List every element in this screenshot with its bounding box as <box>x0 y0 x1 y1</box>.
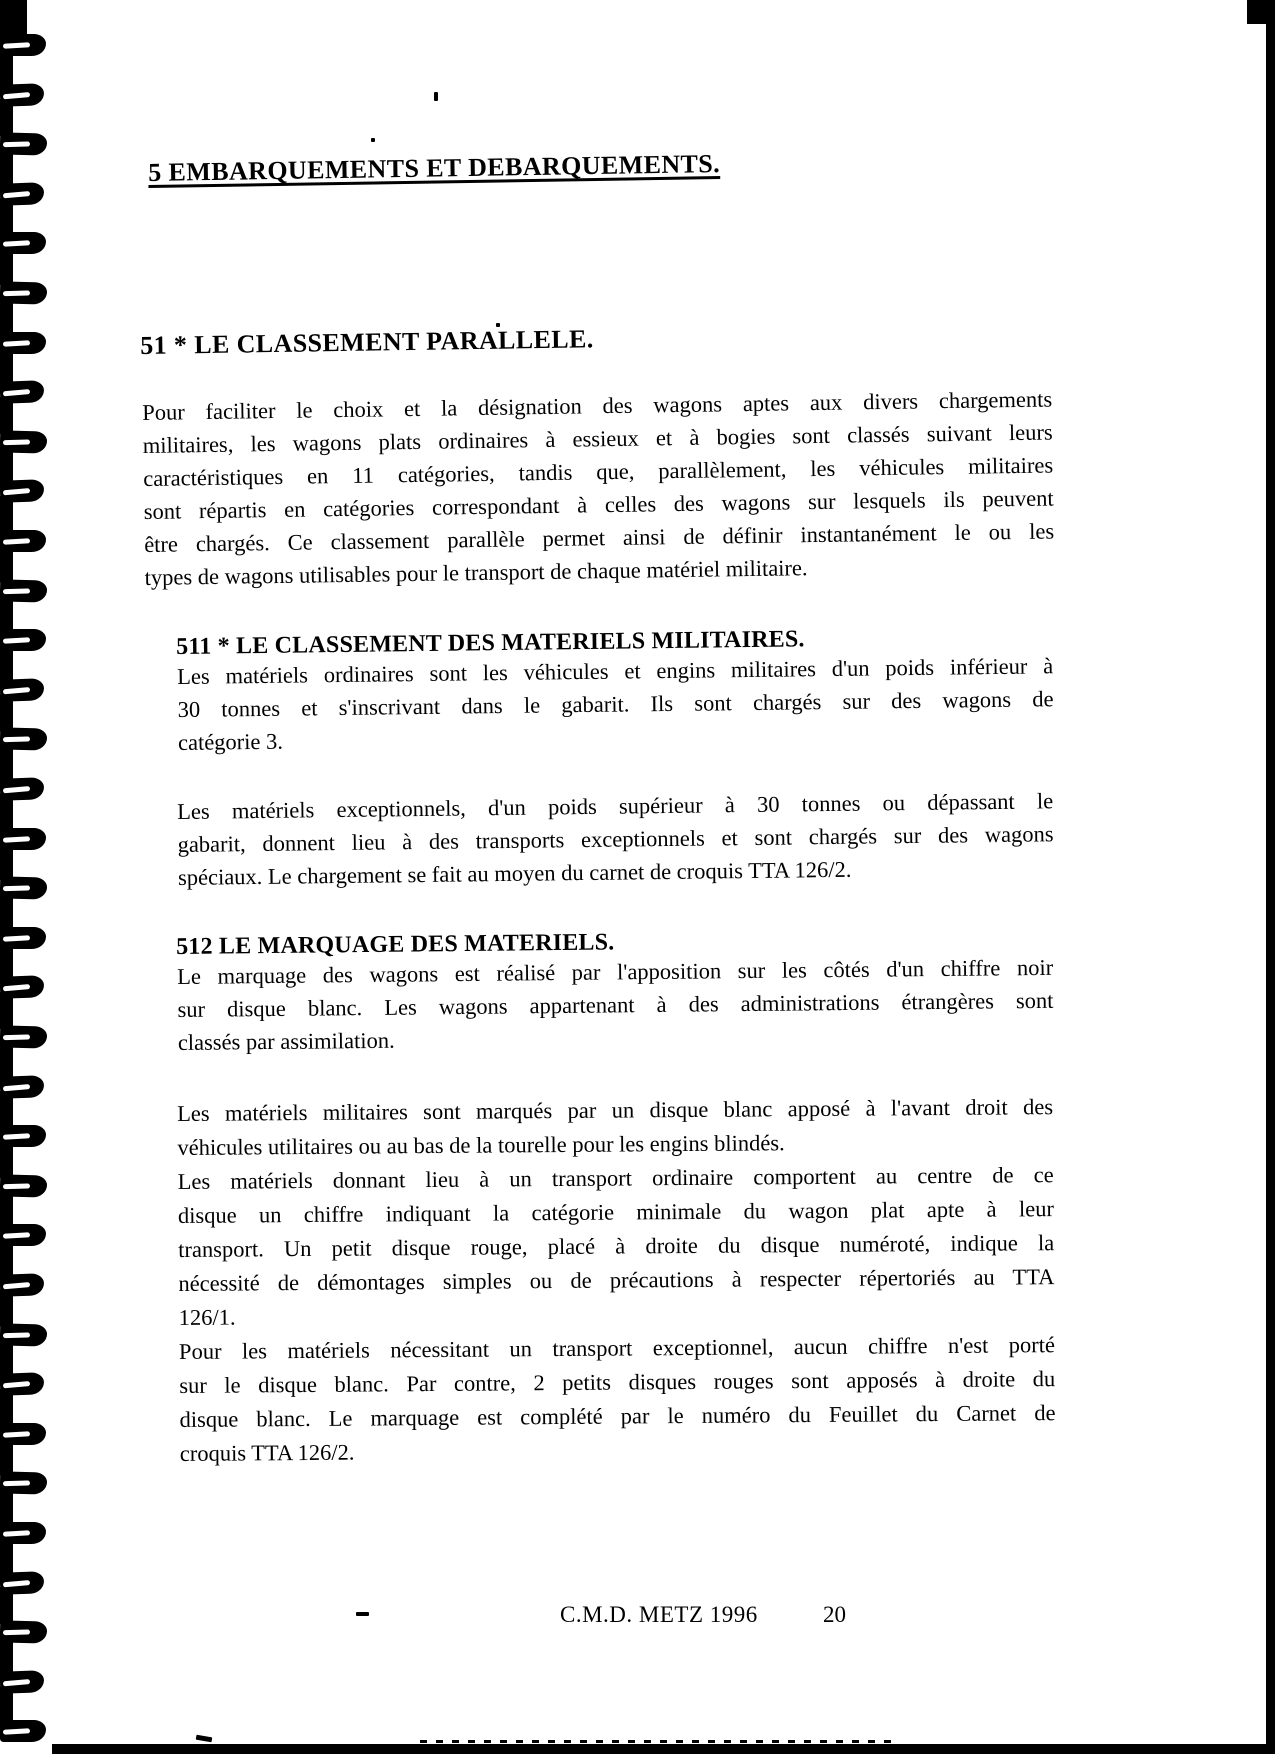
binding-ring-icon <box>0 83 44 107</box>
text-line: croquis TTA 126/2. <box>179 1439 355 1466</box>
text-line: caractéristiques en 11 catégories, tandis que, parallèlement, les véhicules militaires <box>143 452 1054 491</box>
footer-page-number: 20 <box>823 1602 846 1627</box>
text-line: Les matériels exceptionnels, d'un poids supérieur à 30 tonnes ou dépassant le <box>177 788 1054 824</box>
text-line: être chargés. Ce classement parallèle permet ainsi de définir instantanément le ou les <box>144 518 1055 557</box>
binding-ring-icon <box>0 232 46 254</box>
binding-ring-icon <box>0 579 47 602</box>
section-51-heading: 51 * LE CLASSEMENT PARALLELE. <box>140 324 594 360</box>
text-line: 30 tonnes et s'inscrivant dans le gabarit. Ils sont chargés sur des wagons de <box>177 686 1054 722</box>
text-line: Pour les matériels nécessitant un transport exceptionnel, aucun chiffre n'est porté <box>178 1332 1056 1364</box>
binding-ring-icon <box>0 1323 47 1346</box>
text-line: Les matériels ordinaires sont les véhicules et engins militaires d'un poids inférieur à <box>177 653 1054 689</box>
binding-ring-icon <box>0 1720 46 1742</box>
text-line: classés par assimilation. <box>177 1027 395 1055</box>
page-title: 5 EMBARQUEMENTS ET DEBARQUEMENTS. <box>148 149 721 187</box>
binding-ring-icon <box>0 332 46 354</box>
binding-ring-icon <box>0 728 47 751</box>
binding-ring-icon <box>0 1472 47 1495</box>
scan-speck <box>434 92 438 101</box>
section-512-heading: 512 LE MARQUAGE DES MATERIELS. <box>176 929 615 960</box>
scan-corner-top-right <box>1247 0 1275 24</box>
text-line: disque un chiffre indiquant la catégorie minimale du wagon plat apte à leur <box>177 1196 1055 1228</box>
text-line: sont répartis en catégories correspondant à celles des wagons sur lesquels ils peuvent <box>143 485 1054 524</box>
binding-ring-icon <box>0 777 44 801</box>
scan-speck <box>371 138 375 142</box>
spiral-binding <box>0 0 60 1754</box>
text-line: Le marquage des wagons est réalisé par l'apposition sur les côtés d'un chiffre noir <box>177 954 1054 989</box>
binding-ring-icon <box>0 1423 46 1445</box>
binding-ring-icon <box>0 1273 44 1297</box>
text-line: Les matériels donnant lieu à un transport ordinaire comportent au centre de ce <box>177 1162 1054 1194</box>
binding-ring-icon <box>0 927 46 949</box>
binding-ring-icon <box>0 380 44 404</box>
section-512-paragraph-1 <box>177 951 1054 1059</box>
text-line: nécessité de démontages simples ou de précautions à respecter répertoriés au TTA <box>178 1264 1055 1296</box>
text-line: sur le disque blanc. Par contre, 2 petits disques rouges sont apposés à droite du <box>179 1366 1056 1398</box>
scan-dotted-line <box>420 1740 900 1743</box>
text-line: catégorie 3. <box>177 728 284 755</box>
page-footer <box>0 1601 1275 1631</box>
text-line: 126/1. <box>178 1304 236 1330</box>
binding-ring-icon <box>0 1224 46 1246</box>
section-511-paragraph-2 <box>177 784 1054 894</box>
binding-ring-icon <box>0 1670 44 1694</box>
scan-corner-top-left <box>0 0 27 36</box>
binding-ring-icon <box>0 1174 47 1197</box>
section-511-paragraph-1 <box>177 649 1054 759</box>
text-line: Pour faciliter le choix et la désignation des wagons aptes aux divers chargements <box>142 386 1053 425</box>
binding-ring-icon <box>0 1025 47 1048</box>
binding-ring-icon <box>0 877 47 900</box>
binding-ring-icon <box>0 976 44 1000</box>
binding-ring-icon <box>0 1372 44 1396</box>
text-line: gabarit, donnent lieu à des transports exceptionnels et sont chargés sur des wagons <box>177 821 1054 857</box>
scan-tick <box>196 1735 213 1743</box>
binding-ring-icon <box>0 828 46 850</box>
binding-ring-icon <box>0 430 47 453</box>
binding-ring-icon <box>0 281 47 304</box>
scan-edge-bottom <box>52 1744 1275 1754</box>
section-511-heading: 511 * LE CLASSEMENT DES MATERIELS MILITAIRES. <box>176 626 805 660</box>
text-line: transport. Un petit disque rouge, placé à droite du disque numéroté, indique la <box>178 1230 1055 1262</box>
binding-ring-icon <box>0 1571 44 1595</box>
text-line: véhicules utilitaires ou au bas de la tourelle pour les engins blindés. <box>177 1130 785 1160</box>
binding-ring-icon <box>0 530 46 552</box>
text-line: militaires, les wagons plats ordinaires à essieux et à bogies sont classés suivant leurs <box>142 419 1053 458</box>
binding-ring-icon <box>0 133 47 156</box>
binding-ring-icon <box>0 34 46 56</box>
binding-ring-icon <box>0 182 44 206</box>
binding-ring-icon <box>0 1125 46 1147</box>
text-line: types de wagons utilisables pour le transport de chaque matériel militaire. <box>144 555 808 590</box>
scan-edge-right <box>1266 0 1275 1754</box>
text-line: sur disque blanc. Les wagons appartenant à des administrations étrangères sont <box>177 987 1054 1022</box>
text-line: Les matériels militaires sont marqués par un disque blanc apposé à l'avant droit des <box>177 1094 1054 1126</box>
binding-ring-icon <box>0 629 46 651</box>
binding-ring-icon <box>0 480 44 504</box>
text-line: disque blanc. Le marquage est complété par le numéro du Feuillet du Carnet de <box>179 1400 1056 1432</box>
binding-ring-icon <box>0 1075 44 1099</box>
section-512-paragraph-2 <box>177 1090 1056 1471</box>
section-51-paragraph <box>142 383 1055 594</box>
binding-ring-icon <box>0 678 44 702</box>
text-line: spéciaux. Le chargement se fait au moyen du carnet de croquis TTA 126/2. <box>177 856 852 890</box>
footer-imprint: C.M.D. METZ 1996 <box>560 1602 758 1627</box>
binding-ring-icon <box>0 1522 46 1544</box>
